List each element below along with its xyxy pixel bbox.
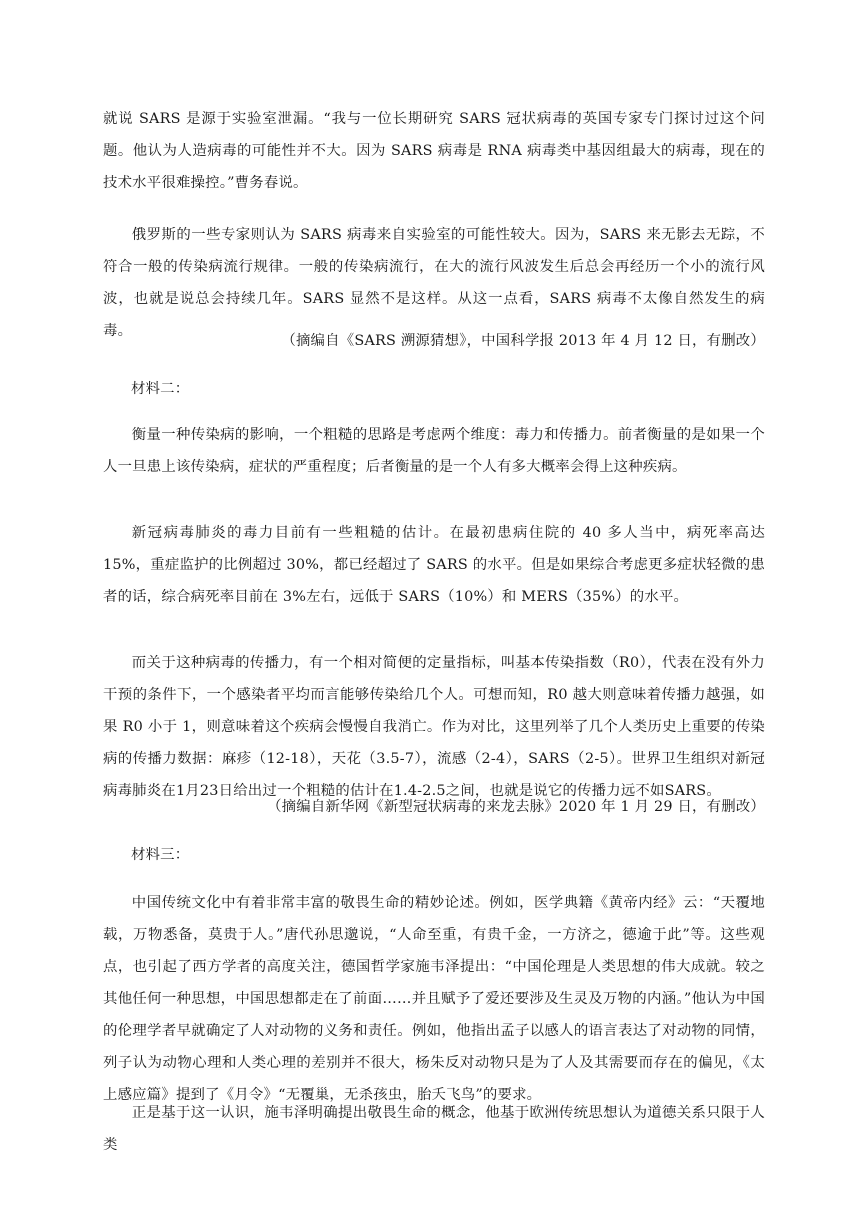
paragraph-fatality-rate: 新冠病毒肺炎的毒力目前有一些粗糙的估计。在最初患病住院的 40 多人当中，病死率高达 15%，重症监护的比例超过 30%，都已经超过了 SARS 的水平。但是如果综合考虑更多症状轻微的患者的话，综合病死率目前在 3%左右，远低于 SARS（10%）和 MERS（35%）的水平。 <box>103 525 765 605</box>
section-label-material-2: 材料二： <box>131 381 190 397</box>
section-label-material-3: 材料三： <box>131 847 190 863</box>
paragraph-r0-index: 而关于这种病毒的传播力，有一个相对简便的定量指标，叫基本传染指数（R0），代表在没有外力干预的条件下，一个感染者平均而言能够传染给几个人。可想而知，R0 越大则意味着传播力越强，如果 R0 小于 1，则意味着这个疾病会慢慢自我消亡。作为对比，这里列举了几个人类历史上重要的传染病的传播力数据：麻疹（12-18），天花（3.5-7），流感（2-4），SARS（2-5）。世界卫生组织对新冠病毒肺炎在1月23日给出过一个粗糙的估计在1.4-2.5之间，也就是说它的传播力远不如SARS。 <box>103 655 765 799</box>
source-citation-2: （摘编自新华网《新型冠状病毒的来龙去脉》2020 年 1 月 29 日，有删改） <box>267 799 765 815</box>
paragraph-virulence-transmissibility: 衡量一种传染病的影响，一个粗糙的思路是考虑两个维度：毒力和传播力。前者衡量的是如果一个人一旦患上该传染病，症状的严重程度；后者衡量的是一个人有多大概率会得上这种疾病。 <box>103 427 765 475</box>
paragraph-sars-lab-leak: 就说 SARS 是源于实验室泄漏。“我与一位长期研究 SARS 冠状病毒的英国专家专门探讨过这个问题。他认为人造病毒的可能性并不大。因为 SARS 病毒是 RNA 病毒类中基因组最大的病毒，现在的技术水平很难操控。”曹务春说。 <box>103 111 765 191</box>
paragraph-reverence-for-life: 正是基于这一认识，施韦泽明确提出敬畏生命的概念，他基于欧洲传统思想认为道德关系只限于人类 <box>103 1105 765 1153</box>
paragraph-russian-experts: 俄罗斯的一些专家则认为 SARS 病毒来自实验室的可能性较大。因为，SARS 来无影去无踪，不符合一般的传染病流行规律。一般的传染病流行，在大的流行风波发生后总会再经历一个小的流行风波，也就是说总会持续几年。SARS 显然不是这样。从这一点看，SARS 病毒不太像自然发生的病毒。 <box>103 227 765 339</box>
paragraph-chinese-culture: 中国传统文化中有着非常丰富的敬畏生命的精妙论述。例如，医学典籍《黄帝内经》云：“天覆地载，万物悉备，莫贵于人。”唐代孙思邈说，“人命至重，有贵千金，一方济之，德逾于此”等。这些观点，也引起了西方学者的高度关注，德国哲学家施韦泽提出：“中国伦理是人类思想的伟大成就。较之其他任何一种思想，中国思想都走在了前面……并且赋予了爱还要涉及生灵及万物的内涵。”他认为中国的伦理学者早就确定了人对动物的义务和责任。例如，他指出孟子以感人的语言表达了对动物的同情，列子认为动物心理和人类心理的差别并不很大，杨朱反对动物只是为了人及其需要而存在的偏见，《太上感应篇》提到了《月令》“无覆巢，无杀孩虫，胎夭飞鸟”的要求。 <box>103 895 765 1103</box>
source-citation-1: （摘编自《SARS 溯源猜想》，中国科学报 2013 年 4 月 12 日，有删改） <box>281 333 765 349</box>
